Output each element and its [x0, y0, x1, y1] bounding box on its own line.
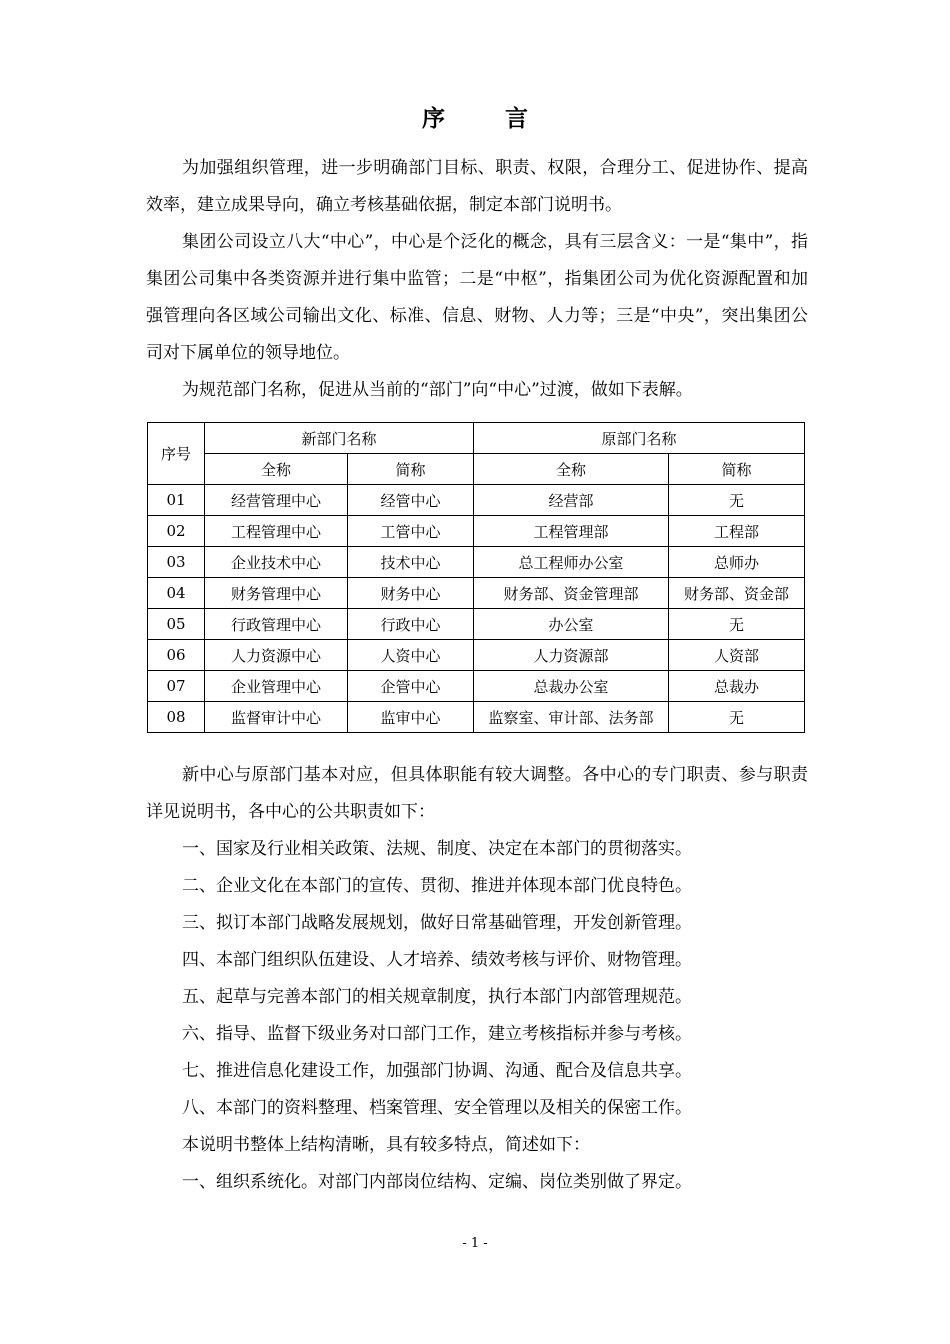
table-row [148, 609, 805, 640]
intro-paragraph: 集团公司设立八大“中心”，中心是个泛化的概念，具有三层含义：一是“集中”，指集团公司集中各类资源并进行集中监管；二是“中枢”，指集团公司为优化资源配置和加强管理向各区域公司输出文化、标准、信息、财物、人力等；三是“中央”，突出集团公司对下属单位的领导地位。 [146, 232, 808, 363]
header-new-short: 简称 [348, 454, 474, 485]
cell-new-short: 经管中心 [348, 485, 474, 516]
header-seq: 序号 [148, 423, 205, 485]
duty-item: 六、指导、监督下级业务对口部门工作，建立考核指标并参与考核。 [182, 1024, 692, 1044]
table-row [148, 547, 805, 578]
cell-new-short: 监审中心 [348, 702, 474, 733]
cell-seq: 08 [148, 702, 205, 733]
duty-item: 五、起草与完善本部门的相关规章制度，执行本部门内部管理规范。 [182, 987, 692, 1007]
duty-item: 一、国家及行业相关政策、法规、制度、决定在本部门的贯彻落实。 [182, 839, 692, 859]
cell-old-short: 总师办 [669, 547, 805, 578]
table-row [148, 516, 805, 547]
cell-seq: 03 [148, 547, 205, 578]
feature-item: 一、组织系统化。对部门内部岗位结构、定编、岗位类别做了界定。 [182, 1172, 692, 1192]
page-title: 序 言 [421, 105, 554, 132]
cell-new-short: 人资中心 [348, 640, 474, 671]
header-old-short: 简称 [669, 454, 805, 485]
table-row [148, 578, 805, 609]
cell-seq: 02 [148, 516, 205, 547]
cell-old-full: 总工程师办公室 [474, 547, 669, 578]
cell-old-full: 工程管理部 [474, 516, 669, 547]
duty-item: 八、本部门的资料整理、档案管理、安全管理以及相关的保密工作。 [182, 1098, 692, 1118]
duty-item: 七、推进信息化建设工作，加强部门协调、沟通、配合及信息共享。 [182, 1061, 692, 1081]
intro-section [146, 150, 808, 409]
cell-old-full: 人力资源部 [474, 640, 669, 671]
cell-seq: 05 [148, 609, 205, 640]
cell-seq: 06 [148, 640, 205, 671]
cell-old-short: 总裁办 [669, 671, 805, 702]
cell-old-short: 无 [669, 702, 805, 733]
table-row [148, 640, 805, 671]
cell-old-short: 无 [669, 609, 805, 640]
table-row [148, 702, 805, 733]
cell-new-short: 行政中心 [348, 609, 474, 640]
cell-new-full: 经营管理中心 [205, 485, 348, 516]
duty-item: 四、本部门组织队伍建设、人才培养、绩效考核与评价、财物管理。 [182, 950, 692, 970]
header-old-full: 全称 [474, 454, 669, 485]
cell-seq: 04 [148, 578, 205, 609]
cell-old-full: 经营部 [474, 485, 669, 516]
header-new-name: 新部门名称 [205, 423, 474, 454]
cell-old-short: 工程部 [669, 516, 805, 547]
duty-item: 二、企业文化在本部门的宣传、贯彻、推进并体现本部门优良特色。 [182, 876, 692, 896]
department-name-table [147, 422, 804, 733]
page-number: - 1 - [462, 1236, 488, 1251]
cell-new-short: 工管中心 [348, 516, 474, 547]
duties-section [146, 757, 808, 1201]
cell-new-short: 财务中心 [348, 578, 474, 609]
duty-item: 三、拟订本部门战略发展规划，做好日常基础管理，开发创新管理。 [182, 913, 692, 933]
intro-paragraph: 为规范部门名称，促进从当前的“部门”向“中心”过渡，做如下表解。 [182, 380, 693, 400]
cell-new-full: 工程管理中心 [205, 516, 348, 547]
cell-old-full: 财务部、资金管理部 [474, 578, 669, 609]
cell-new-full: 财务管理中心 [205, 578, 348, 609]
body-paragraph: 新中心与原部门基本对应，但具体职能有较大调整。各中心的专门职责、参与职责详见说明书，各中心的公共职责如下： [146, 765, 808, 822]
cell-new-short: 技术中心 [348, 547, 474, 578]
cell-new-full: 行政管理中心 [205, 609, 348, 640]
cell-old-full: 监察室、审计部、法务部 [474, 702, 669, 733]
cell-new-full: 企业管理中心 [205, 671, 348, 702]
cell-new-short: 企管中心 [348, 671, 474, 702]
header-old-name: 原部门名称 [474, 423, 805, 454]
cell-old-short: 人资部 [669, 640, 805, 671]
cell-new-full: 企业技术中心 [205, 547, 348, 578]
cell-old-short: 财务部、资金部 [669, 578, 805, 609]
cell-old-full: 总裁办公室 [474, 671, 669, 702]
cell-old-full: 办公室 [474, 609, 669, 640]
intro-paragraph: 为加强组织管理，进一步明确部门目标、职责、权限，合理分工、促进协作、提高效率，建立成果导向，确立考核基础依据，制定本部门说明书。 [146, 158, 808, 215]
body-paragraph: 本说明书整体上结构清晰，具有较多特点，简述如下： [182, 1135, 590, 1155]
cell-new-full: 监督审计中心 [205, 702, 348, 733]
cell-seq: 07 [148, 671, 205, 702]
cell-old-short: 无 [669, 485, 805, 516]
cell-new-full: 人力资源中心 [205, 640, 348, 671]
table-row [148, 671, 805, 702]
cell-seq: 01 [148, 485, 205, 516]
header-new-full: 全称 [205, 454, 348, 485]
table-row [148, 485, 805, 516]
